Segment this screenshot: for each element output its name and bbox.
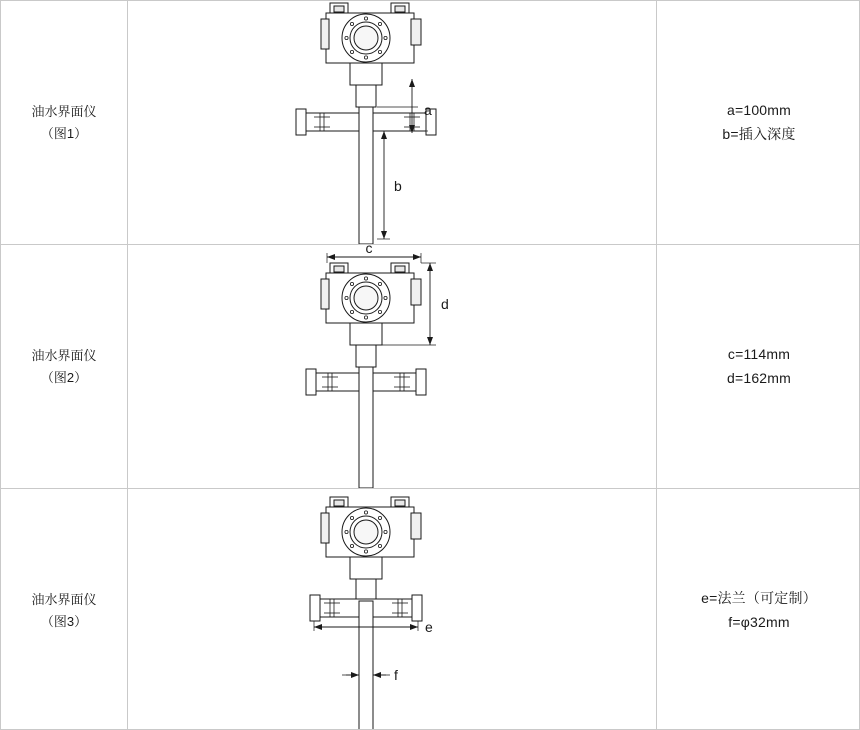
row-label-2 bbox=[1, 345, 127, 388]
row-dims-3-line2: f=φ32mm bbox=[728, 613, 790, 630]
row-dims-1-line2: b=插入深度 bbox=[722, 125, 796, 142]
row-label-cell-1 bbox=[1, 1, 128, 245]
callout-e-3: e bbox=[425, 619, 433, 635]
callout-d-2: d bbox=[441, 296, 449, 312]
row-dims-1 bbox=[657, 99, 860, 147]
row-label-1-line1: 油水界面仪 bbox=[31, 104, 97, 120]
row-dims-1-line1: a=100mm bbox=[726, 101, 792, 118]
table-row bbox=[1, 245, 860, 489]
row-label-1 bbox=[1, 101, 127, 144]
figure-2 bbox=[128, 245, 656, 488]
row-label-2-line1: 油水界面仪 bbox=[31, 348, 97, 364]
row-label-cell-2 bbox=[1, 245, 128, 489]
row-dims-cell-3 bbox=[657, 489, 860, 730]
callout-a-1: a bbox=[424, 102, 432, 118]
instrument-drawing-1 bbox=[128, 1, 656, 244]
row-dims-2-line1: c=114mm bbox=[727, 345, 791, 362]
row-dims-2 bbox=[657, 343, 860, 391]
callout-c-2: c bbox=[365, 245, 373, 256]
row-label-cell-3 bbox=[1, 489, 128, 730]
callout-b-1: b bbox=[394, 178, 402, 194]
table-row bbox=[1, 489, 860, 730]
row-dims-3 bbox=[657, 587, 860, 635]
row-label-1-line2: （图1） bbox=[40, 125, 88, 141]
instrument-drawing-3 bbox=[128, 489, 656, 730]
row-label-3-line1: 油水界面仪 bbox=[31, 592, 97, 608]
table-row bbox=[1, 1, 860, 245]
figure-1 bbox=[128, 1, 656, 244]
figure-cell-2 bbox=[128, 245, 657, 489]
row-dims-2-line2: d=162mm bbox=[726, 369, 792, 386]
row-dims-3-line1: e=法兰（可定制） bbox=[701, 589, 817, 606]
figure-cell-3 bbox=[128, 489, 657, 730]
row-label-3 bbox=[1, 589, 127, 632]
figure-3 bbox=[128, 489, 656, 730]
row-dims-cell-2 bbox=[657, 245, 860, 489]
instrument-drawing-2 bbox=[128, 245, 656, 488]
row-label-3-line2: （图3） bbox=[40, 613, 88, 629]
figure-cell-1 bbox=[128, 1, 657, 245]
callout-f-3: f bbox=[394, 667, 398, 683]
row-dims-cell-1 bbox=[657, 1, 860, 245]
row-label-2-line2: （图2） bbox=[40, 369, 88, 385]
